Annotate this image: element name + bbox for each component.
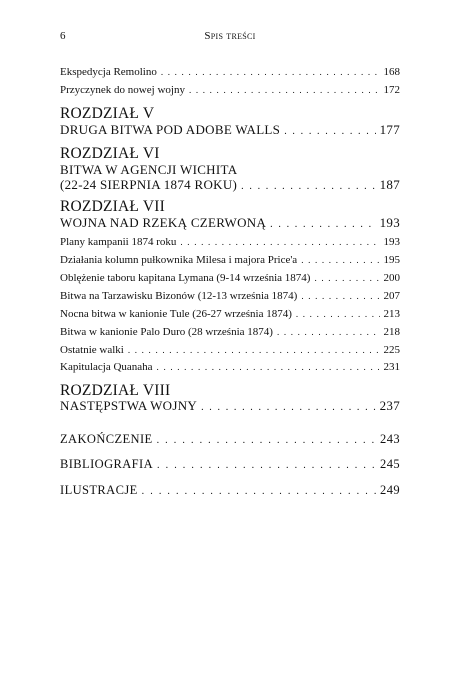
chapter-heading-vi: ROZDZIAŁ VI: [60, 145, 160, 162]
toc-entry-plany-kampanii: [60, 236, 400, 248]
toc-entry-page: 231: [383, 361, 400, 373]
dot-leader: [301, 291, 379, 301]
dot-leader: [284, 126, 375, 137]
toc-entry-page: 245: [380, 457, 400, 471]
toc-entry-title: Nocna bitwa w kanionie Tule (26-27 września 1874): [60, 308, 292, 320]
toc-entry-page: 195: [383, 254, 400, 266]
toc-entry-bitwa-tarzawisko: [60, 290, 400, 302]
dot-leader: [180, 237, 379, 247]
toc-entry-ilustracje: [60, 483, 400, 498]
toc-entry-page: 168: [383, 66, 400, 78]
chapter-heading-v: ROZDZIAŁ V: [60, 105, 155, 122]
toc-chapter-v: [60, 122, 400, 138]
toc-entry-title: Ekspedycja Remolino: [60, 66, 157, 78]
page-header: [60, 30, 400, 46]
toc-entry-page: 200: [383, 272, 400, 284]
dot-leader: [296, 309, 380, 319]
toc-entry-title: Kapitulacja Quanaha: [60, 361, 153, 373]
toc-entry-bibliografia: [60, 457, 400, 472]
dot-leader: [277, 327, 380, 337]
toc-entry-page: 237: [379, 398, 400, 413]
toc-entry-page: 213: [383, 308, 400, 320]
toc-entry-page: 243: [380, 432, 400, 446]
toc-entry-title: WOJNA NAD RZEKĄ CZERWONĄ: [60, 215, 267, 230]
toc-entry-title: Przyczynek do nowej wojny: [60, 84, 185, 96]
toc-chapter-viii: [60, 398, 400, 414]
dot-leader: [157, 362, 380, 372]
toc-entry-title: Bitwa w kanionie Palo Duro (28 września 1874): [60, 326, 273, 338]
page-number: 6: [60, 30, 66, 42]
dot-leader: [157, 435, 376, 446]
toc-chapter-vi: [60, 177, 400, 193]
dot-leader: [157, 460, 376, 471]
toc-entry-title: BIBLIOGRAFIA: [60, 457, 153, 471]
toc-chapter-vii: [60, 215, 400, 231]
toc-entry-title: Oblężenie taboru kapitana Lymana (9-14 września 1874): [60, 272, 311, 284]
dot-leader: [189, 85, 380, 95]
toc-entry-title: ILUSTRACJE: [60, 483, 138, 497]
toc-entry-ostatnie-walki: [60, 344, 400, 356]
toc-entry-nocna-bitwa: [60, 308, 400, 320]
dot-leader: [142, 486, 376, 497]
chapter-vi-title-line: BITWA W AGENCJI WICHITA: [60, 162, 238, 177]
toc-entry-title: Bitwa na Tarzawisku Bizonów (12-13 września 1874): [60, 290, 298, 302]
toc-entry-palo-duro: [60, 326, 400, 338]
dot-leader: [301, 255, 379, 265]
toc-entry-dzialania-kolumn: [60, 254, 400, 266]
toc-entry-ekspedycja-remolino: [60, 66, 400, 78]
dot-leader: [201, 402, 375, 413]
chapter-heading-vii: ROZDZIAŁ VII: [60, 198, 165, 215]
toc-entry-title: Plany kampanii 1874 roku: [60, 236, 177, 248]
running-title: Spis treści: [204, 30, 256, 42]
dot-leader: [314, 273, 379, 283]
toc-entry-title: ZAKOŃCZENIE: [60, 432, 153, 446]
toc-entry-page: 177: [379, 122, 400, 137]
toc-entry-page: 172: [383, 84, 400, 96]
toc-entry-oblezenie-taboru: [60, 272, 400, 284]
toc-entry-page: 249: [380, 483, 400, 497]
toc-entry-title: Ostatnie walki: [60, 344, 124, 356]
toc-entry-page: 207: [383, 290, 400, 302]
toc-entry-page: 218: [383, 326, 400, 338]
toc-entry-title: DRUGA BITWA POD ADOBE WALLS: [60, 122, 281, 137]
toc-entry-title: NASTĘPSTWA WOJNY: [60, 398, 198, 413]
dot-leader: [161, 67, 380, 77]
toc-entry-zakonczenie: [60, 432, 400, 447]
dot-leader: [241, 181, 375, 192]
toc-entry-title: (22-24 SIERPNIA 1874 ROKU): [60, 177, 238, 192]
toc-entry-title: Działania kolumn pułkownika Milesa i majora Price'a: [60, 254, 298, 266]
toc-entry-kapitulacja: [60, 361, 400, 373]
toc-entry-page: 193: [383, 236, 400, 248]
chapter-heading-viii: ROZDZIAŁ VIII: [60, 382, 171, 399]
toc-entry-page: 225: [383, 344, 400, 356]
toc-entry-page: 193: [379, 215, 400, 230]
toc-entry-przyczynek: [60, 84, 400, 96]
toc-entry-page: 187: [379, 177, 400, 192]
dot-leader: [128, 345, 380, 355]
dot-leader: [270, 219, 375, 230]
